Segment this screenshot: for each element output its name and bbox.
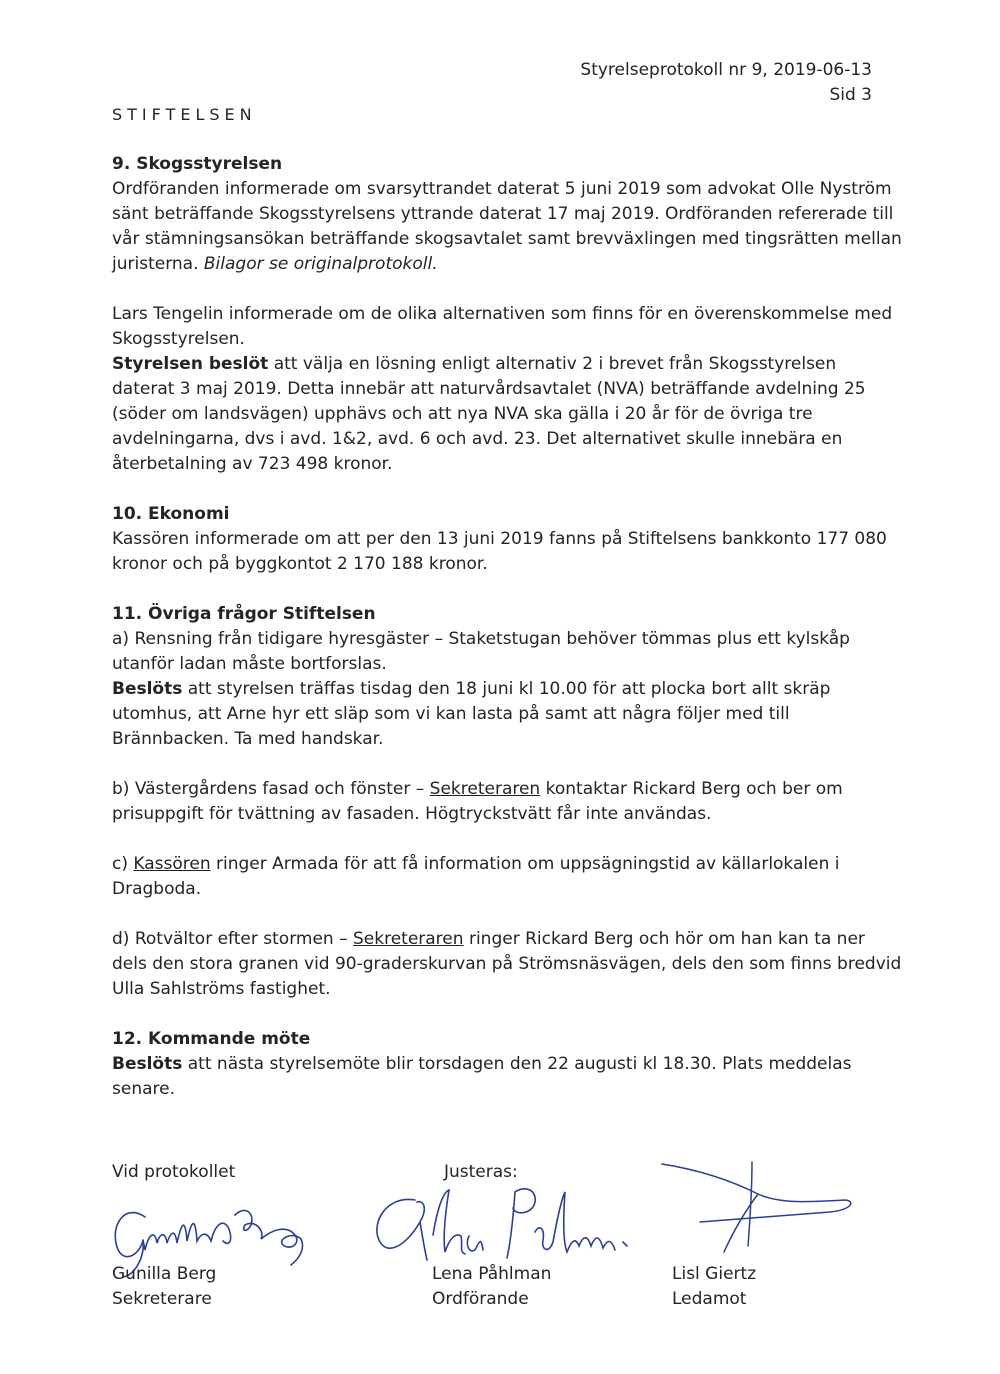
section-9-paragraph-2: Lars Tengelin informerade om de olika alternativen som finns för en överenskommelse med Skogsstyrelsen. bbox=[112, 304, 893, 349]
decision-text: att välja en lösning enligt alternativ 2 i brevet från Skogsstyrelsen daterat 3 maj 2019. Detta innebär att naturvårdsavtalet (NVA) beträffande avdelning 25 (söder om landsvägen) upphävs och att nya NVA ska gälla i 20 år för de övriga tre avdelningarna, dvs i avd. 1&2, avd. 6 och avd. 23. Det alternativet skulle innebära en återbetalning av 723 498 kronor. bbox=[112, 354, 866, 474]
decision-label: Styrelsen beslöt bbox=[112, 354, 269, 374]
signature-label-left: Vid protokollet bbox=[112, 1162, 236, 1182]
signatory-role: Ledamot bbox=[672, 1289, 747, 1309]
signatory-role: Ordförande bbox=[432, 1289, 529, 1309]
item-a-text: a) Rensning från tidigare hyresgäster – Staketstugan behöver tömmas plus ett kylskåp utanför ladan måste bortforslas. bbox=[112, 629, 850, 674]
signatory-name: Gunilla Berg bbox=[112, 1264, 217, 1284]
responsible-person: Sekreteraren bbox=[429, 779, 541, 799]
item-c-prefix: c) bbox=[112, 854, 134, 874]
signatory-2 bbox=[432, 1262, 551, 1312]
section-12-decision bbox=[112, 1052, 902, 1102]
item-c-text: ringer Armada för att få information om uppsägningstid av källarlokalen i Dragboda. bbox=[112, 854, 840, 899]
responsible-person: Kassören bbox=[133, 854, 211, 874]
page-header bbox=[580, 58, 872, 108]
section-9-text: Ordföranden informerade om svarsyttrandet daterat 5 juni 2019 som advokat Olle Nyström sänt beträffande Skogsstyrelsens yttrande daterat 17 maj 2019. Ordföranden refererade till vår stämningsansökan beträffande skogsavtalet samt brevväxlingen med tingsrätten mellan juristerna. bbox=[112, 179, 902, 274]
signatory-role: Sekreterare bbox=[112, 1289, 212, 1309]
document-body bbox=[112, 152, 902, 1102]
item-b-prefix: b) Västergårdens fasad och fönster – bbox=[112, 779, 430, 799]
item-a-decision bbox=[112, 677, 902, 752]
signatory-3 bbox=[672, 1262, 756, 1312]
signatory-name: Lisl Giertz bbox=[672, 1264, 757, 1284]
attachment-note: Bilagor se originalprotokoll. bbox=[203, 254, 438, 274]
signatory-name: Lena Påhlman bbox=[432, 1264, 552, 1284]
item-d bbox=[112, 927, 902, 1002]
item-d-text: ringer Rickard Berg och hör om han kan ta ner dels den stora granen vid 90-graderskurvan på Strömsnäsvägen, dels den som finns bredvid Ulla Sahlströms fastighet. bbox=[112, 929, 902, 999]
section-heading-12: 12. Kommande möte bbox=[112, 1029, 311, 1049]
item-b-text: kontaktar Rickard Berg och ber om prisuppgift för tvättning av fasaden. Högtryckstvätt får inte användas. bbox=[112, 779, 843, 824]
section-heading-11: 11. Övriga frågor Stiftelsen bbox=[112, 604, 376, 624]
section-heading-9: 9. Skogsstyrelsen bbox=[112, 154, 283, 174]
decision-text: att styrelsen träffas tisdag den 18 juni kl 10.00 för att plocka bort allt skräp utomhus, att Arne hyr ett släp som vi kan lasta på samt att några följer med till Brännbacken. Ta med handskar. bbox=[112, 679, 831, 749]
decision-label: Beslöts bbox=[112, 679, 183, 699]
decision-text: att nästa styrelsemöte blir torsdagen den 22 augusti kl 18.30. Plats meddelas senare. bbox=[112, 1054, 852, 1099]
item-d-prefix: d) Rotvältor efter stormen – bbox=[112, 929, 353, 949]
organization-name: STIFTELSEN bbox=[112, 105, 257, 124]
item-b bbox=[112, 777, 902, 827]
signature-lena-pahlman bbox=[365, 1180, 635, 1275]
section-10-text: Kassören informerade om att per den 13 juni 2019 fanns på Stiftelsens bankkonto 177 080 kronor och på byggkontot 2 170 188 kronor. bbox=[112, 529, 887, 574]
item-c bbox=[112, 852, 902, 902]
signatory-1 bbox=[112, 1262, 216, 1312]
decision-label: Beslöts bbox=[112, 1054, 183, 1074]
section-9-decision bbox=[112, 352, 902, 477]
responsible-person: Sekreteraren bbox=[352, 929, 464, 949]
signature-label-middle: Justeras: bbox=[444, 1162, 518, 1182]
section-9-paragraph-1 bbox=[112, 177, 902, 277]
signature-lisl-giertz bbox=[660, 1160, 870, 1260]
page-number: Sid 3 bbox=[829, 85, 872, 105]
protocol-reference: Styrelseprotokoll nr 9, 2019-06-13 bbox=[580, 60, 872, 80]
section-heading-10: 10. Ekonomi bbox=[112, 504, 230, 524]
